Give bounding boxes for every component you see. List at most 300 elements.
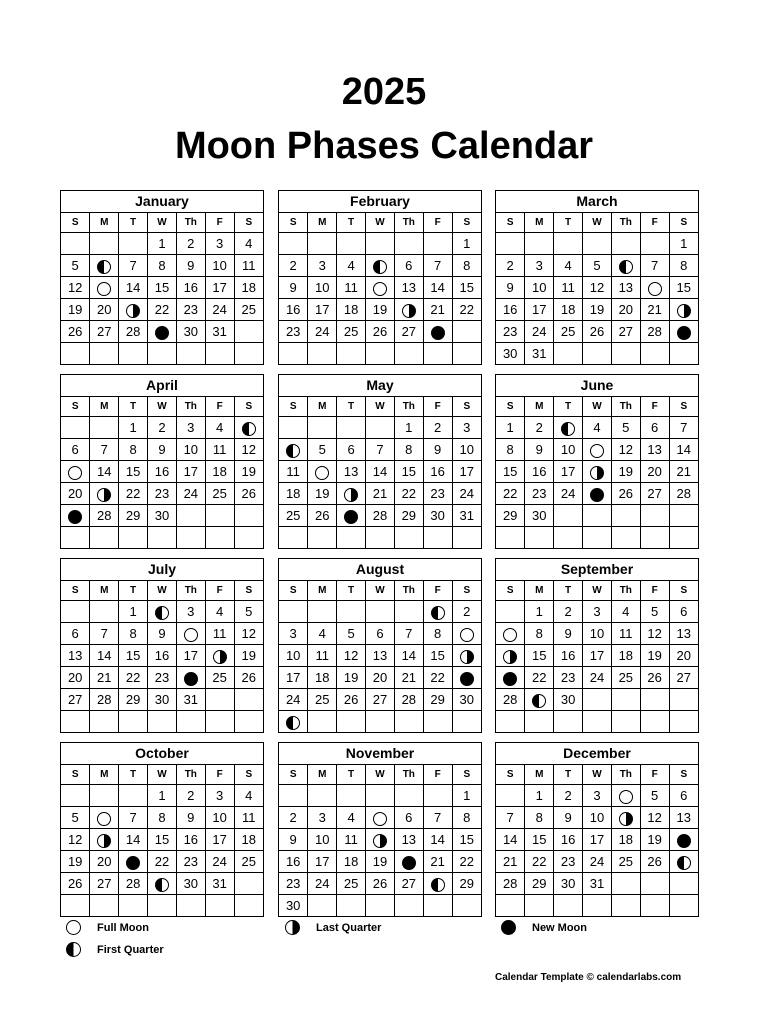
day-cell: 15 bbox=[669, 277, 698, 299]
day-cell: 23 bbox=[525, 483, 554, 505]
day-cell: 31 bbox=[205, 321, 234, 343]
weekday-header: Th bbox=[394, 581, 423, 601]
weekday-header: W bbox=[366, 213, 395, 233]
day-cell bbox=[337, 233, 366, 255]
first-quarter-icon bbox=[66, 942, 81, 957]
day-cell bbox=[583, 505, 612, 527]
weekday-header: S bbox=[61, 213, 90, 233]
day-cell bbox=[583, 483, 612, 505]
day-cell bbox=[90, 417, 119, 439]
day-cell: 15 bbox=[525, 645, 554, 667]
day-cell: 1 bbox=[669, 233, 698, 255]
day-cell bbox=[90, 807, 119, 829]
day-cell: 14 bbox=[496, 829, 525, 851]
weekday-header: S bbox=[61, 397, 90, 417]
weekday-header: W bbox=[583, 581, 612, 601]
new-moon-icon bbox=[126, 856, 140, 870]
day-cell bbox=[394, 299, 423, 321]
day-cell: 8 bbox=[496, 439, 525, 461]
day-cell: 1 bbox=[148, 233, 177, 255]
month-name: February bbox=[279, 191, 481, 213]
day-cell: 16 bbox=[554, 645, 583, 667]
full-moon-icon bbox=[68, 466, 82, 480]
day-cell: 17 bbox=[452, 461, 481, 483]
day-cell: 24 bbox=[205, 299, 234, 321]
day-cell: 25 bbox=[554, 321, 583, 343]
weekday-header: M bbox=[308, 581, 337, 601]
weekday-header: F bbox=[640, 765, 669, 785]
day-cell: 2 bbox=[176, 233, 205, 255]
day-cell: 23 bbox=[423, 483, 452, 505]
day-cell: 21 bbox=[423, 299, 452, 321]
day-cell: 26 bbox=[366, 321, 395, 343]
day-cell: 14 bbox=[90, 645, 119, 667]
day-cell: 18 bbox=[234, 277, 263, 299]
day-cell bbox=[279, 417, 308, 439]
day-cell bbox=[119, 527, 148, 549]
day-cell bbox=[496, 711, 525, 733]
day-cell: 15 bbox=[452, 829, 481, 851]
legend-last-quarter bbox=[285, 920, 381, 935]
first-moon-icon bbox=[286, 716, 300, 730]
day-cell bbox=[119, 299, 148, 321]
day-cell: 8 bbox=[452, 255, 481, 277]
weekday-header: S bbox=[452, 581, 481, 601]
day-cell bbox=[148, 527, 177, 549]
day-cell bbox=[452, 321, 481, 343]
day-cell bbox=[308, 461, 337, 483]
day-cell: 20 bbox=[61, 483, 90, 505]
day-cell: 31 bbox=[176, 689, 205, 711]
weekday-header: S bbox=[234, 765, 263, 785]
day-cell bbox=[496, 785, 525, 807]
day-cell bbox=[583, 439, 612, 461]
day-cell bbox=[525, 711, 554, 733]
day-cell: 4 bbox=[205, 601, 234, 623]
day-cell: 22 bbox=[119, 483, 148, 505]
day-cell bbox=[61, 233, 90, 255]
day-cell bbox=[611, 527, 640, 549]
weekday-header: W bbox=[148, 765, 177, 785]
day-cell: 19 bbox=[640, 829, 669, 851]
last-moon-icon bbox=[402, 304, 416, 318]
new-moon-icon bbox=[344, 510, 358, 524]
day-cell bbox=[366, 829, 395, 851]
day-cell: 19 bbox=[234, 461, 263, 483]
day-cell bbox=[452, 645, 481, 667]
legend-label: First Quarter bbox=[97, 943, 164, 956]
day-cell bbox=[525, 527, 554, 549]
day-cell bbox=[176, 895, 205, 917]
day-cell bbox=[308, 417, 337, 439]
weekday-header: W bbox=[366, 765, 395, 785]
weekday-header: M bbox=[525, 581, 554, 601]
day-cell: 1 bbox=[525, 785, 554, 807]
day-cell bbox=[205, 711, 234, 733]
day-cell bbox=[205, 895, 234, 917]
day-cell: 28 bbox=[366, 505, 395, 527]
day-cell bbox=[583, 527, 612, 549]
day-cell: 30 bbox=[148, 689, 177, 711]
day-cell: 18 bbox=[611, 829, 640, 851]
month-june bbox=[495, 374, 699, 549]
day-cell: 8 bbox=[452, 807, 481, 829]
day-cell bbox=[205, 689, 234, 711]
day-cell: 1 bbox=[119, 417, 148, 439]
weekday-header: Th bbox=[176, 765, 205, 785]
day-cell: 29 bbox=[525, 873, 554, 895]
day-cell: 7 bbox=[423, 807, 452, 829]
day-cell: 22 bbox=[148, 299, 177, 321]
day-cell: 10 bbox=[205, 807, 234, 829]
day-cell bbox=[640, 689, 669, 711]
day-cell: 12 bbox=[640, 807, 669, 829]
day-cell bbox=[583, 895, 612, 917]
day-cell: 23 bbox=[148, 667, 177, 689]
day-cell bbox=[525, 233, 554, 255]
day-cell: 6 bbox=[640, 417, 669, 439]
day-cell: 20 bbox=[90, 851, 119, 873]
day-cell: 24 bbox=[308, 873, 337, 895]
day-cell: 19 bbox=[337, 667, 366, 689]
last-moon-icon bbox=[677, 304, 691, 318]
day-cell: 12 bbox=[234, 439, 263, 461]
weekday-header: Th bbox=[611, 397, 640, 417]
day-cell bbox=[394, 233, 423, 255]
day-cell: 28 bbox=[640, 321, 669, 343]
day-cell bbox=[90, 785, 119, 807]
weekday-header: M bbox=[90, 581, 119, 601]
day-cell bbox=[61, 895, 90, 917]
day-cell: 17 bbox=[205, 829, 234, 851]
weekday-header: S bbox=[452, 765, 481, 785]
day-cell: 17 bbox=[583, 645, 612, 667]
day-cell: 8 bbox=[119, 439, 148, 461]
day-cell: 6 bbox=[337, 439, 366, 461]
last-moon-icon bbox=[460, 650, 474, 664]
day-cell bbox=[90, 829, 119, 851]
day-cell bbox=[423, 233, 452, 255]
day-cell: 23 bbox=[148, 483, 177, 505]
day-cell: 16 bbox=[496, 299, 525, 321]
full-moon-icon bbox=[97, 282, 111, 296]
day-cell bbox=[337, 601, 366, 623]
day-cell: 6 bbox=[394, 807, 423, 829]
day-cell bbox=[90, 527, 119, 549]
month-name: August bbox=[279, 559, 481, 581]
full-moon-icon bbox=[460, 628, 474, 642]
day-cell: 8 bbox=[423, 623, 452, 645]
weekday-header: S bbox=[279, 213, 308, 233]
day-cell: 28 bbox=[496, 873, 525, 895]
day-cell: 10 bbox=[279, 645, 308, 667]
day-cell bbox=[148, 601, 177, 623]
weekday-header: M bbox=[525, 765, 554, 785]
day-cell: 30 bbox=[554, 689, 583, 711]
day-cell bbox=[308, 343, 337, 365]
weekday-header: F bbox=[423, 397, 452, 417]
day-cell: 5 bbox=[61, 807, 90, 829]
day-cell: 27 bbox=[669, 667, 698, 689]
day-cell: 8 bbox=[148, 807, 177, 829]
day-cell bbox=[279, 343, 308, 365]
day-cell: 29 bbox=[452, 873, 481, 895]
weekday-header: M bbox=[90, 397, 119, 417]
day-cell bbox=[205, 505, 234, 527]
day-cell: 22 bbox=[119, 667, 148, 689]
weekday-header: W bbox=[148, 581, 177, 601]
day-cell: 6 bbox=[61, 623, 90, 645]
day-cell: 8 bbox=[525, 807, 554, 829]
first-moon-icon bbox=[677, 856, 691, 870]
day-cell bbox=[394, 785, 423, 807]
day-cell bbox=[640, 711, 669, 733]
day-cell: 8 bbox=[394, 439, 423, 461]
weekday-header: F bbox=[640, 213, 669, 233]
day-cell: 2 bbox=[148, 417, 177, 439]
day-cell: 28 bbox=[394, 689, 423, 711]
day-cell: 2 bbox=[554, 601, 583, 623]
day-cell bbox=[554, 343, 583, 365]
day-cell: 21 bbox=[423, 851, 452, 873]
first-moon-icon bbox=[286, 444, 300, 458]
day-cell: 19 bbox=[366, 851, 395, 873]
day-cell: 8 bbox=[119, 623, 148, 645]
day-cell bbox=[423, 711, 452, 733]
weekday-header: W bbox=[148, 397, 177, 417]
day-cell bbox=[611, 711, 640, 733]
day-cell: 1 bbox=[452, 233, 481, 255]
weekday-header: S bbox=[234, 581, 263, 601]
day-cell: 1 bbox=[119, 601, 148, 623]
day-cell: 10 bbox=[176, 439, 205, 461]
last-moon-icon bbox=[373, 834, 387, 848]
day-cell: 22 bbox=[525, 667, 554, 689]
day-cell: 3 bbox=[205, 233, 234, 255]
day-cell: 28 bbox=[496, 689, 525, 711]
day-cell: 25 bbox=[279, 505, 308, 527]
day-cell: 11 bbox=[205, 439, 234, 461]
new-moon-icon bbox=[460, 672, 474, 686]
weekday-header: S bbox=[496, 765, 525, 785]
day-cell bbox=[61, 785, 90, 807]
first-moon-icon bbox=[242, 422, 256, 436]
month-name: July bbox=[61, 559, 263, 581]
day-cell: 20 bbox=[669, 645, 698, 667]
day-cell: 30 bbox=[176, 873, 205, 895]
day-cell bbox=[394, 711, 423, 733]
month-october bbox=[60, 742, 264, 917]
day-cell: 25 bbox=[205, 483, 234, 505]
day-cell bbox=[669, 689, 698, 711]
weekday-header: F bbox=[640, 581, 669, 601]
day-cell: 13 bbox=[394, 277, 423, 299]
weekday-header: Th bbox=[611, 581, 640, 601]
day-cell bbox=[640, 233, 669, 255]
day-cell bbox=[90, 711, 119, 733]
day-cell: 6 bbox=[61, 439, 90, 461]
day-cell bbox=[337, 505, 366, 527]
day-cell: 16 bbox=[423, 461, 452, 483]
day-cell bbox=[234, 711, 263, 733]
day-cell bbox=[279, 233, 308, 255]
day-cell: 25 bbox=[308, 689, 337, 711]
day-cell: 6 bbox=[669, 601, 698, 623]
day-cell bbox=[423, 601, 452, 623]
day-cell bbox=[423, 785, 452, 807]
day-cell bbox=[234, 505, 263, 527]
weekday-header: S bbox=[669, 765, 698, 785]
day-cell bbox=[337, 417, 366, 439]
day-cell bbox=[61, 343, 90, 365]
full-moon-icon bbox=[97, 812, 111, 826]
day-cell: 18 bbox=[554, 299, 583, 321]
day-cell: 26 bbox=[640, 851, 669, 873]
first-moon-icon bbox=[97, 260, 111, 274]
day-cell: 10 bbox=[525, 277, 554, 299]
footer-credit: Calendar Template © calendarlabs.com bbox=[495, 972, 682, 983]
weekday-header: M bbox=[308, 213, 337, 233]
day-cell: 23 bbox=[279, 873, 308, 895]
day-cell: 4 bbox=[234, 785, 263, 807]
day-cell bbox=[640, 277, 669, 299]
day-cell: 4 bbox=[337, 807, 366, 829]
day-cell: 16 bbox=[176, 829, 205, 851]
day-cell: 16 bbox=[554, 829, 583, 851]
day-cell: 14 bbox=[119, 277, 148, 299]
weekday-header: S bbox=[234, 213, 263, 233]
weekday-header: M bbox=[308, 397, 337, 417]
day-cell bbox=[205, 527, 234, 549]
day-cell: 25 bbox=[205, 667, 234, 689]
day-cell: 13 bbox=[640, 439, 669, 461]
day-cell bbox=[234, 417, 263, 439]
day-cell: 19 bbox=[583, 299, 612, 321]
day-cell: 14 bbox=[366, 461, 395, 483]
day-cell: 5 bbox=[308, 439, 337, 461]
weekday-header: S bbox=[61, 765, 90, 785]
day-cell: 31 bbox=[583, 873, 612, 895]
month-name: June bbox=[496, 375, 698, 397]
weekday-header: S bbox=[496, 397, 525, 417]
day-cell bbox=[640, 895, 669, 917]
day-cell: 2 bbox=[279, 807, 308, 829]
day-cell: 26 bbox=[337, 689, 366, 711]
first-moon-icon bbox=[431, 878, 445, 892]
day-cell: 4 bbox=[611, 601, 640, 623]
day-cell: 11 bbox=[234, 255, 263, 277]
day-cell bbox=[640, 505, 669, 527]
day-cell: 7 bbox=[394, 623, 423, 645]
day-cell: 15 bbox=[394, 461, 423, 483]
day-cell bbox=[148, 321, 177, 343]
day-cell: 27 bbox=[611, 321, 640, 343]
day-cell: 12 bbox=[583, 277, 612, 299]
day-cell: 13 bbox=[669, 807, 698, 829]
day-cell bbox=[366, 895, 395, 917]
day-cell bbox=[366, 233, 395, 255]
day-cell: 3 bbox=[452, 417, 481, 439]
day-cell: 25 bbox=[234, 299, 263, 321]
day-cell bbox=[61, 711, 90, 733]
day-cell: 14 bbox=[423, 829, 452, 851]
day-cell: 16 bbox=[148, 461, 177, 483]
weekday-header: S bbox=[669, 397, 698, 417]
day-cell: 16 bbox=[148, 645, 177, 667]
day-cell: 24 bbox=[583, 851, 612, 873]
day-cell bbox=[176, 711, 205, 733]
day-cell: 28 bbox=[119, 321, 148, 343]
day-cell bbox=[496, 645, 525, 667]
day-cell: 26 bbox=[61, 321, 90, 343]
day-cell: 19 bbox=[366, 299, 395, 321]
day-cell: 10 bbox=[205, 255, 234, 277]
full-moon-icon bbox=[315, 466, 329, 480]
day-cell: 26 bbox=[366, 873, 395, 895]
day-cell: 30 bbox=[525, 505, 554, 527]
day-cell bbox=[669, 299, 698, 321]
month-name: October bbox=[61, 743, 263, 765]
day-cell: 27 bbox=[640, 483, 669, 505]
calendar-title: Moon Phases Calendar bbox=[174, 125, 594, 167]
day-cell: 3 bbox=[525, 255, 554, 277]
day-cell: 24 bbox=[452, 483, 481, 505]
day-cell bbox=[308, 895, 337, 917]
month-august bbox=[278, 558, 482, 733]
day-cell: 14 bbox=[423, 277, 452, 299]
day-cell: 6 bbox=[366, 623, 395, 645]
new-moon-icon bbox=[402, 856, 416, 870]
day-cell: 14 bbox=[90, 461, 119, 483]
day-cell: 18 bbox=[337, 851, 366, 873]
day-cell: 19 bbox=[61, 851, 90, 873]
day-cell: 10 bbox=[308, 829, 337, 851]
day-cell bbox=[496, 527, 525, 549]
day-cell: 7 bbox=[90, 439, 119, 461]
weekday-header: W bbox=[148, 213, 177, 233]
weekday-header: S bbox=[234, 397, 263, 417]
day-cell: 11 bbox=[611, 623, 640, 645]
day-cell: 31 bbox=[525, 343, 554, 365]
day-cell: 23 bbox=[279, 321, 308, 343]
day-cell: 17 bbox=[554, 461, 583, 483]
day-cell: 23 bbox=[496, 321, 525, 343]
day-cell bbox=[611, 873, 640, 895]
day-cell: 27 bbox=[61, 689, 90, 711]
weekday-header: T bbox=[337, 213, 366, 233]
day-cell bbox=[554, 505, 583, 527]
weekday-header: T bbox=[119, 765, 148, 785]
day-cell bbox=[496, 623, 525, 645]
day-cell: 26 bbox=[234, 667, 263, 689]
day-cell: 31 bbox=[205, 873, 234, 895]
day-cell bbox=[279, 711, 308, 733]
day-cell bbox=[669, 895, 698, 917]
day-cell bbox=[423, 343, 452, 365]
day-cell: 12 bbox=[611, 439, 640, 461]
day-cell: 30 bbox=[176, 321, 205, 343]
day-cell bbox=[119, 233, 148, 255]
day-cell: 7 bbox=[669, 417, 698, 439]
day-cell bbox=[279, 601, 308, 623]
day-cell: 4 bbox=[337, 255, 366, 277]
day-cell bbox=[423, 873, 452, 895]
weekday-header: W bbox=[366, 397, 395, 417]
month-name: September bbox=[496, 559, 698, 581]
day-cell bbox=[611, 343, 640, 365]
day-cell: 1 bbox=[525, 601, 554, 623]
weekday-header: F bbox=[205, 213, 234, 233]
